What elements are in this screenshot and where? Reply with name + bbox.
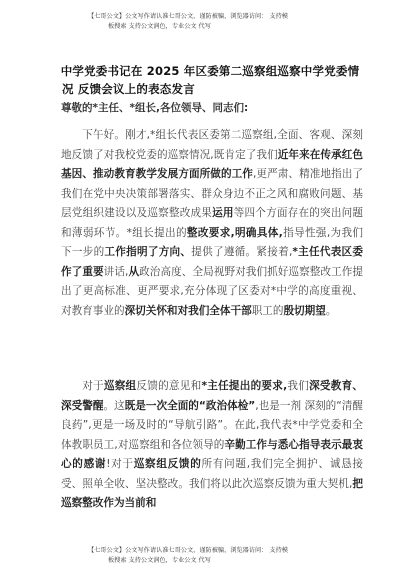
p1-bold-6: 从 xyxy=(128,265,140,278)
p1-text-8: 职工的 xyxy=(251,304,284,317)
header-watermark-notice xyxy=(88,12,358,32)
p2-text-1: 对于 xyxy=(82,380,104,392)
p2-text-5: ,也是一剂 深刻的“清醒良药”,更是一场及时的“导航引路”。在此,我代表*中学党委和全体教职员工,对巡察组和各位领导的 xyxy=(61,399,363,451)
p2-bold-2: *主任提出的要求, xyxy=(201,380,288,392)
p2-bold-4: 既是一次全面的“政治体检” xyxy=(124,399,256,412)
footer-watermark-notice xyxy=(88,546,358,566)
title-line-1: 中学党委书记在 2025 年区委第二巡察组巡察中学党委情 xyxy=(60,64,360,78)
p1-bold-5: *主任代表区委作了重要 xyxy=(61,246,363,278)
p1-text-5: 提供了遵循。紧接着, xyxy=(191,246,293,258)
salutation: 尊敬的*主任、*组长,各位领导、同志们: xyxy=(61,102,249,114)
p1-text-3: 等四个方面存在的突出问题和薄弱环节。*组长提出的 xyxy=(61,207,364,239)
header-line-1: 【七哥公文】公文写作请认准七哥公文，谨防被骗，浏览器访问： 支持模 xyxy=(88,13,288,20)
header-line-2: 板搜索 支持公文润色，专业公文 代写 xyxy=(108,23,211,30)
p2-text-3: 我们 xyxy=(287,380,310,392)
paragraph-2 xyxy=(61,377,363,514)
p1-bold-3: 整改要求,明确具体, xyxy=(186,226,283,239)
title-line-2: 况 反馈会议上的表态发言 xyxy=(62,82,195,96)
p2-bold-1: 巡察组 xyxy=(103,380,137,392)
p1-bold-7: 深切关怀和对我们全体干部 xyxy=(124,304,252,317)
footer-line-2: 板搜索 支持公文润色，专业公文 代写 xyxy=(108,557,211,564)
p1-text-6: 讲话, xyxy=(103,265,129,278)
p1-text-4: 指导性强,为我们下一步的 xyxy=(61,226,363,258)
p1-bold-2: 运用 xyxy=(212,207,234,219)
p2-bold-3: 深受教育、深受警醒 xyxy=(61,380,364,412)
p1-bold-1: 近年来在传承红色基因、推动教育教学发展方面所做的工作 xyxy=(61,148,363,180)
p1-bold-8: 殷切期望 xyxy=(283,304,326,317)
p1-text-7: 政治高度、全局视野对我们抓好巡察整改工作提出了更高标准、更严要求,充分体现了区委对*中学的高度重视、对教育事业的 xyxy=(61,265,364,317)
p1-text-2: ,更严肃、精准地指出了我们在党中央决策部署落实、群众身边不正之风和腐败问题、基层党组织建设以及巡察整改成果 xyxy=(61,168,364,219)
paragraph-1 xyxy=(61,126,363,321)
p2-text-4: 。这 xyxy=(103,399,125,412)
p1-bold-4: 工作指明了方向、 xyxy=(104,246,192,258)
p2-text-7: 所有问题,我们完全拥护、诚恳接受、照单全收、坚决整改。我们将以此次巡察反馈为重大契机, xyxy=(61,458,364,490)
p2-bold-5: 辛勤工作与悉心指导表示最衷心的感谢 xyxy=(61,438,363,470)
footer-line-1: 【七哥公文】公文写作请认准七哥公文，谨防被骗，浏览器访问： 支持模 xyxy=(88,547,288,554)
p1-text-9: 。 xyxy=(325,304,337,317)
p2-text-6: !对于 xyxy=(106,458,134,470)
p2-bold-7: 把巡察整改作为当前和 xyxy=(61,477,363,509)
document-title xyxy=(60,62,360,98)
p2-bold-6: 巡察组反馈的 xyxy=(133,458,202,470)
p2-text-2: 反馈的意见和 xyxy=(136,380,202,392)
p1-text-1: 下午好。刚才,*组长代表区委第二巡察组,全面、客观、深刻地反馈了对我校党委的巡察情况,既肯定了我们 xyxy=(61,129,363,161)
